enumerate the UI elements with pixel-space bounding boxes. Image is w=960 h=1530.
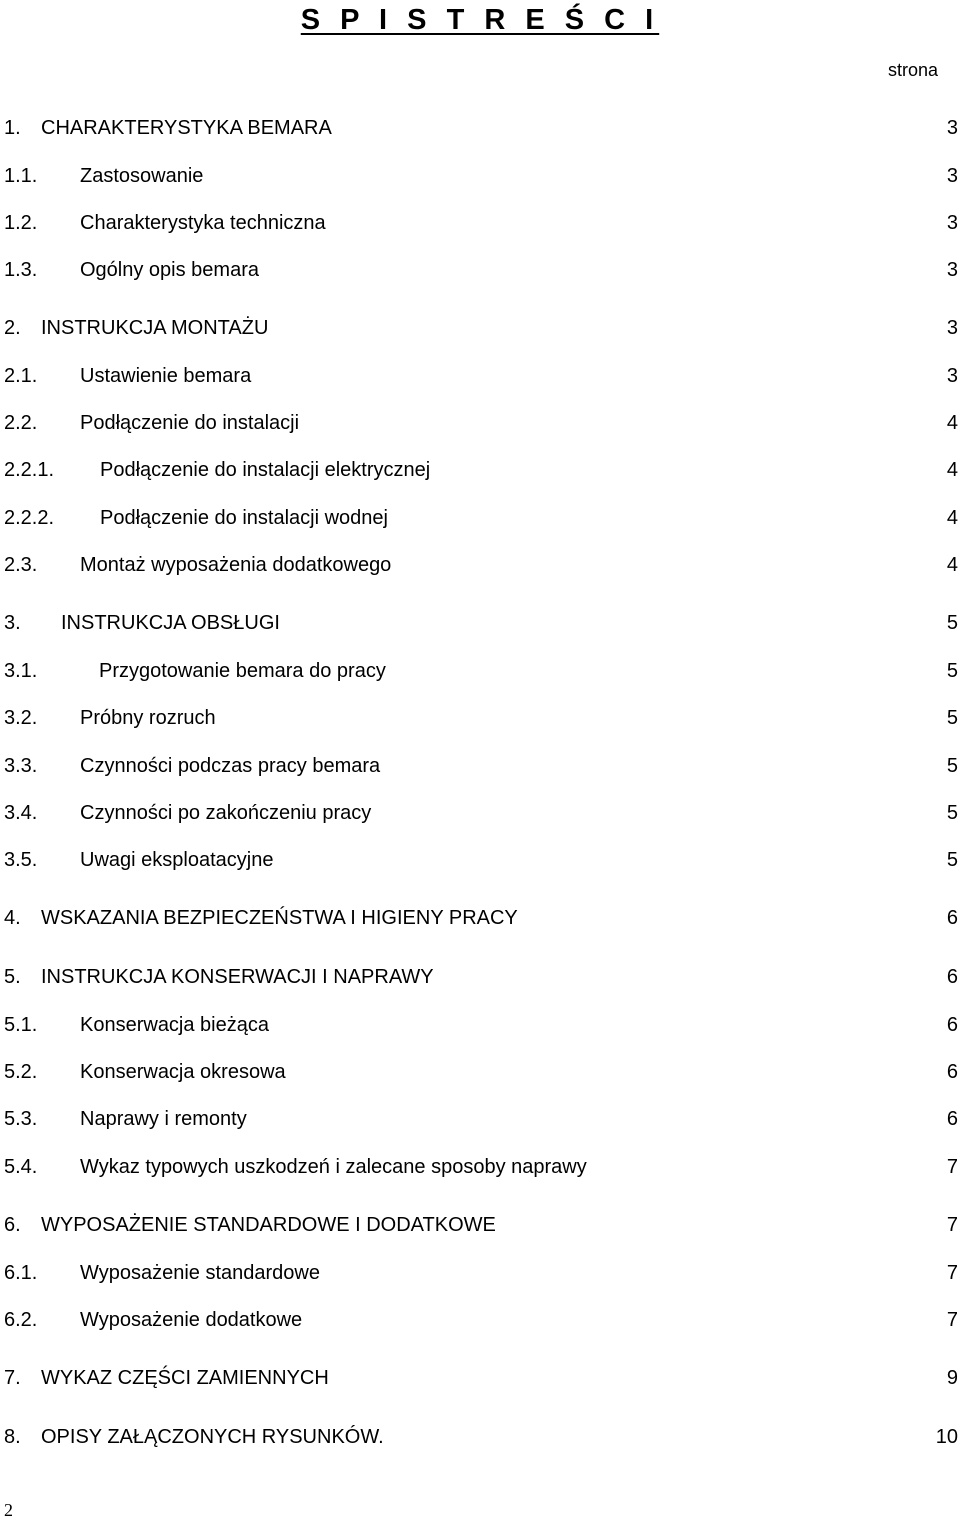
toc-entry[interactable] — [0, 456, 960, 484]
toc-entry[interactable] — [0, 799, 960, 827]
toc-entry-number: 1. — [4, 117, 21, 139]
toc-entry-number: 1.3. — [4, 259, 38, 281]
toc-entry-page: 4 — [946, 459, 958, 481]
toc-entry-page: 5 — [946, 802, 958, 824]
toc-entry-page: 4 — [946, 554, 958, 576]
toc-entry-title: Charakterystyka techniczna — [80, 212, 326, 234]
toc-entry[interactable] — [0, 1259, 960, 1287]
toc-entry-number: 1.2. — [4, 212, 38, 234]
toc-entry-number: 3.4. — [4, 802, 38, 824]
toc-entry-title: Próbny rozruch — [80, 707, 216, 729]
toc-entry-page: 4 — [946, 507, 958, 529]
toc-entry-number: 4. — [4, 907, 21, 929]
toc-entry-number: 5.3. — [4, 1108, 38, 1130]
toc-entry[interactable] — [0, 1058, 960, 1086]
page-title: S P I S T R E Ś C I — [300, 4, 660, 36]
toc-entry-title: INSTRUKCJA MONTAŻU — [41, 317, 269, 339]
toc-entry[interactable] — [0, 657, 960, 685]
page-column-header: strona — [887, 60, 938, 80]
toc-entry-number: 2.1. — [4, 365, 38, 387]
toc-entry-title: Wyposażenie dodatkowe — [80, 1309, 303, 1331]
toc-entry-number: 5.2. — [4, 1061, 38, 1083]
toc-entry[interactable] — [0, 504, 960, 532]
toc-entry-number: 3.5. — [4, 849, 38, 871]
toc-entry-title: WYPOSAŻENIE STANDARDOWE I DODATKOWE — [41, 1214, 496, 1236]
toc-entry-page: 3 — [946, 165, 958, 187]
toc-entry-number: 6.2. — [4, 1309, 38, 1331]
toc-entry-number: 3.2. — [4, 707, 38, 729]
toc-entry-number: 3.1. — [4, 660, 38, 682]
toc-entry[interactable] — [0, 609, 960, 637]
toc-entry-number: 3.3. — [4, 755, 38, 777]
toc-entry-title: INSTRUKCJA KONSERWACJI I NAPRAWY — [41, 966, 434, 988]
toc-entry-page: 7 — [946, 1262, 958, 1284]
toc-entry-number: 5. — [4, 966, 21, 988]
toc-entry-page: 5 — [946, 755, 958, 777]
toc-entry-title: Czynności podczas pracy bemara — [80, 755, 381, 777]
toc-entry-title: INSTRUKCJA OBSŁUGI — [61, 612, 280, 634]
toc-entry-page: 4 — [946, 412, 958, 434]
toc-entry-title: Konserwacja bieżąca — [80, 1014, 269, 1036]
toc-entry-title: OPISY ZAŁĄCZONYCH RYSUNKÓW. — [41, 1426, 384, 1448]
toc-entry-page: 7 — [946, 1156, 958, 1178]
toc-entry-title: Wykaz typowych uszkodzeń i zalecane sposoby naprawy — [80, 1156, 587, 1178]
toc-entry-page: 5 — [946, 660, 958, 682]
toc-entry[interactable] — [0, 1105, 960, 1133]
toc-entry-number: 6. — [4, 1214, 21, 1236]
toc-entry-number: 5.4. — [4, 1156, 38, 1178]
toc-entry-title: CHARAKTERYSTYKA BEMARA — [41, 117, 332, 139]
toc-entry[interactable] — [0, 409, 960, 437]
toc-entry-page: 3 — [946, 117, 958, 139]
toc-entry[interactable] — [0, 314, 960, 342]
toc-entry-number: 2.3. — [4, 554, 38, 576]
toc-entry-page: 5 — [946, 612, 958, 634]
toc-entry-number: 6.1. — [4, 1262, 38, 1284]
toc-entry-page: 6 — [946, 907, 958, 929]
toc-entry-number: 3. — [4, 612, 21, 634]
toc-entry-page: 3 — [946, 365, 958, 387]
toc-entry-number: 2.2.2. — [4, 507, 55, 529]
toc-entry-title: Podłączenie do instalacji wodnej — [100, 507, 388, 529]
toc-entry-title: Konserwacja okresowa — [80, 1061, 286, 1083]
toc-entry-title: Przygotowanie bemara do pracy — [99, 660, 386, 682]
toc-entry[interactable] — [0, 752, 960, 780]
toc-entry[interactable] — [0, 904, 960, 932]
toc-entry[interactable] — [0, 1306, 960, 1334]
toc-entry-number: 2. — [4, 317, 21, 339]
toc-entry[interactable] — [0, 1423, 960, 1451]
toc-entry-page: 9 — [946, 1367, 958, 1389]
toc-entry-number: 7. — [4, 1367, 21, 1389]
toc-entry[interactable] — [0, 704, 960, 732]
toc-entry[interactable] — [0, 114, 960, 142]
toc-entry[interactable] — [0, 162, 960, 190]
toc-entry-page: 10 — [935, 1426, 958, 1448]
toc-entry-page: 6 — [946, 1014, 958, 1036]
toc-entry-page: 5 — [946, 849, 958, 871]
toc-entry-page: 6 — [946, 1108, 958, 1130]
toc-entry-number: 1.1. — [4, 165, 38, 187]
toc-entry-title: Czynności po zakończeniu pracy — [80, 802, 372, 824]
toc-entry-page: 3 — [946, 259, 958, 281]
toc-entry-title: Uwagi eksploatacyjne — [80, 849, 274, 871]
toc-entry-title: Wyposażenie standardowe — [80, 1262, 320, 1284]
toc-entry[interactable] — [0, 551, 960, 579]
toc-entry-page: 7 — [946, 1214, 958, 1236]
footer-page-number: 2 — [4, 1500, 13, 1520]
toc-entry-number: 2.2.1. — [4, 459, 55, 481]
toc-entry-title: Montaż wyposażenia dodatkowego — [80, 554, 392, 576]
toc-entry-title: Ustawienie bemara — [80, 365, 252, 387]
toc-entry-title: WSKAZANIA BEZPIECZEŃSTWA I HIGIENY PRACY — [41, 907, 518, 929]
toc-entry[interactable] — [0, 362, 960, 390]
toc-entry[interactable] — [0, 256, 960, 284]
toc-entry-title: WYKAZ CZĘŚCI ZAMIENNYCH — [41, 1367, 329, 1389]
toc-entry-page: 6 — [946, 966, 958, 988]
toc-entry[interactable] — [0, 209, 960, 237]
toc-entry-page: 3 — [946, 212, 958, 234]
toc-entry[interactable] — [0, 963, 960, 991]
toc-entry-number: 2.2. — [4, 412, 38, 434]
toc-entry-title: Podłączenie do instalacji elektrycznej — [100, 459, 431, 481]
toc-entry[interactable] — [0, 1153, 960, 1181]
toc-entry-title: Zastosowanie — [80, 165, 204, 187]
toc-entry-title: Podłączenie do instalacji — [80, 412, 300, 434]
toc-entry-page: 5 — [946, 707, 958, 729]
toc-entry[interactable] — [0, 1364, 960, 1392]
toc-entry[interactable] — [0, 1011, 960, 1039]
toc-entry-number: 5.1. — [4, 1014, 38, 1036]
toc-entry-page: 6 — [946, 1061, 958, 1083]
toc-entry[interactable] — [0, 1211, 960, 1239]
toc-entry-number: 8. — [4, 1426, 21, 1448]
toc-entry-title: Naprawy i remonty — [80, 1108, 247, 1130]
toc-entry[interactable] — [0, 846, 960, 874]
toc-entry-page: 7 — [946, 1309, 958, 1331]
toc-entry-title: Ogólny opis bemara — [80, 259, 259, 281]
toc-entry-page: 3 — [946, 317, 958, 339]
